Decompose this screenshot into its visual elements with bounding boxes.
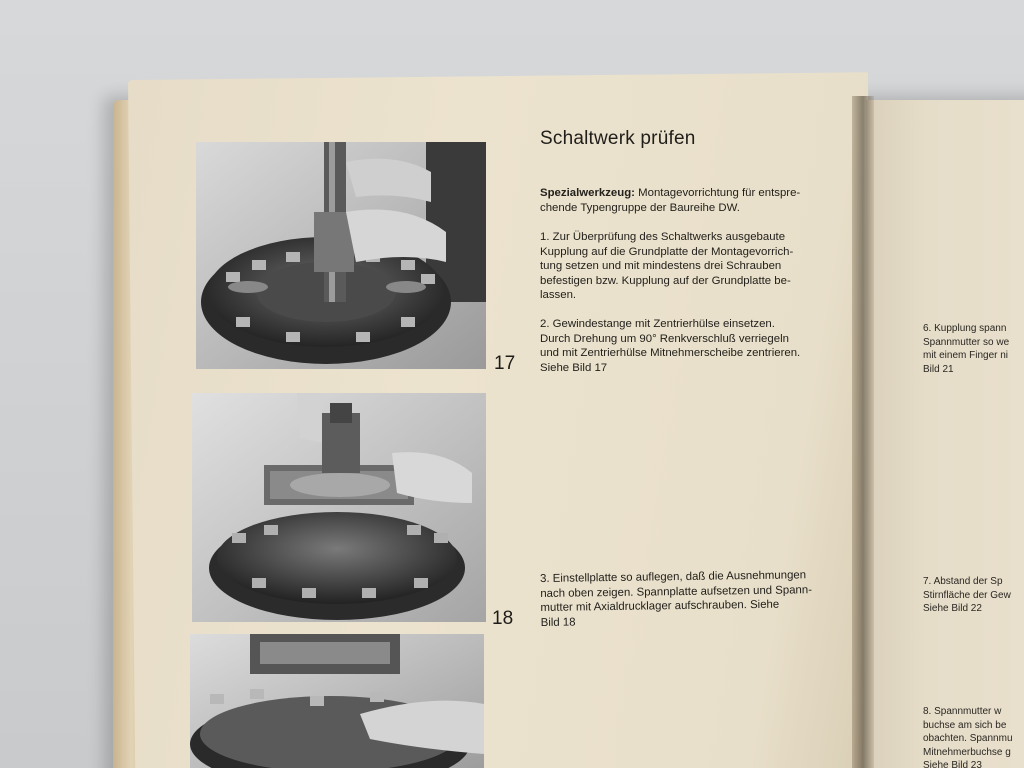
right-step-6-paragraph <box>923 322 1009 376</box>
step-2-paragraph <box>540 317 840 375</box>
right-step-8-line: Mitnehmerbuchse g <box>923 746 1011 758</box>
photo-figure-17 <box>196 142 486 369</box>
step-1-line-3: tung setzen und mit mindestens drei Schrauben <box>540 260 782 273</box>
right-step-7-line: 7. Abstand der Sp <box>923 576 1003 587</box>
right-step-6-line: mit einem Finger ni <box>923 350 1009 361</box>
step-3-line-4: Bild 18 <box>540 616 576 629</box>
step-2-line-1: 2. Gewindestange mit Zentrierhülse einsetzen. <box>540 318 775 330</box>
step-1-line-5: lassen. <box>540 289 577 302</box>
right-step-8-line: obachten. Spannmu <box>923 733 1013 744</box>
special-tool-line-2: chende Typengruppe der Baureihe DW. <box>540 201 740 214</box>
figure-number-17: 17 <box>494 353 516 374</box>
step-3-line-1: 3. Einstellplatte so auflegen, daß die Ausnehmungen <box>540 569 807 585</box>
right-step-7-line: Stirnfläche der Gew <box>923 589 1011 601</box>
right-step-6-line: Spannmutter so we <box>923 336 1010 348</box>
right-step-7-paragraph <box>923 575 1011 616</box>
step-1-paragraph <box>540 230 840 303</box>
right-step-8-line: 8. Spannmutter w <box>923 706 1002 717</box>
book-gutter <box>852 96 874 768</box>
page-title: Schaltwerk prüfen <box>540 128 696 149</box>
photo-figure-18 <box>192 393 486 622</box>
right-page <box>866 100 1024 768</box>
right-step-6-line: Bild 21 <box>923 363 954 375</box>
figure-number-18: 18 <box>492 608 514 629</box>
step-3-line-2: nach oben zeigen. Spannplatte aufsetzen und Spann- <box>540 583 813 600</box>
special-tool-line-1 <box>540 186 840 201</box>
photo-figure-19 <box>190 634 484 768</box>
right-step-7-line: Siehe Bild 22 <box>923 603 982 614</box>
special-tool-text: Montagevorrichtung für entspre- <box>634 187 801 199</box>
right-step-8-line: Siehe Bild 23 <box>923 760 982 768</box>
step-3-line-3: mutter mit Axialdrucklager aufschrauben. Siehe <box>540 598 780 615</box>
right-step-6-line: 6. Kupplung spann <box>923 323 1007 334</box>
step-2-line-3: und mit Zentrierhülse Mitnehmerscheibe zentrieren. <box>540 347 801 360</box>
step-1-line-4: befestigen bzw. Kupplung auf der Grundplatte be- <box>540 274 791 287</box>
special-tool-label: Spezialwerkzeug: <box>540 187 635 199</box>
right-step-8-paragraph <box>923 705 1013 768</box>
right-step-8-line: buchse am sich be <box>923 719 1007 731</box>
step-1-line-1: 1. Zur Überprüfung des Schaltwerks ausgebaute <box>540 231 786 243</box>
step-2-line-4: Siehe Bild 17 <box>540 361 608 374</box>
step-3-paragraph <box>540 568 841 631</box>
step-2-line-2: Durch Drehung um 90° Renkverschluß verriegeln <box>540 332 789 345</box>
special-tool-paragraph <box>540 186 840 215</box>
step-1-line-2: Kupplung auf die Grundplatte der Montagevorrich- <box>540 245 794 258</box>
